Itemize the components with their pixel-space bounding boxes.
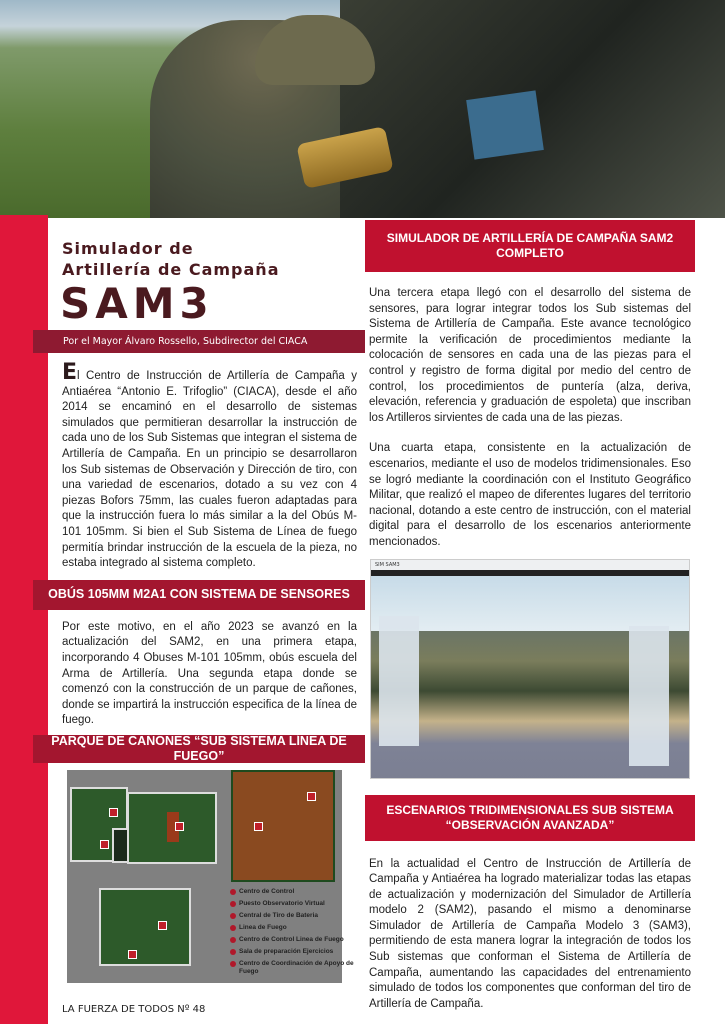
screenshot-left-panel	[379, 616, 419, 746]
screenshot-right-panel	[629, 626, 669, 766]
sam2-paragraph-1: Una tercera etapa llegó con el desarrollo del sistema de sensores, para lograr integrar todos los Sub sistemas del Sistema de Artillería de Campaña. Este avance tecnológico permite la verificación de procedimientos mediante la colocación de sensores en cada una de las piezas para el control y registro de forma digital por medio del centro de control, los procedimientos de puntería (alza, deriva, elevación, referencia y graduación de espoleta) que inscriban los Artilleros sirvientes de cada una de las piezas.	[369, 287, 691, 424]
section-heading-parque: PARQUE DE CAÑONES “SUB SISTEMA LÍNEA DE FUEGO”	[33, 735, 365, 763]
left-column	[33, 238, 365, 983]
screenshot-titlebar: SIM SAM3	[371, 560, 689, 570]
intro-paragraph	[62, 360, 357, 572]
intro-text: l Centro de Instrucción de Artillería de Campaña y Antiaérea “Antonio E. Trifoglio” (CIACA), desde el año 2014 se encaminó en el desarrollo de sistemas simulados que permitieran desarrollar la instrucción de cada uno de los Sub Sistemas que integran el sistema de Artillería de Campaña. En un principio se desarrollaron los Sub sistemas de Observación y Dirección de tiro, con una variedad de escenarios, dotado a su vez con 4 piezas Bofors 75mm, las cuales fueron adaptadas para que la instrucción fuera lo más similar a la del Obús M-101 105mm. Si bien el Sub Sistema de Línea de fuego permitía brindar instrucción de la escuela de la pieza, no estaba integrado al sistema completo.	[62, 370, 357, 570]
legend-item: Centro de Control Linea de Fuego	[230, 936, 355, 944]
section-heading-obus: OBÚS 105MM M2A1 CON SISTEMA DE SENSORES	[33, 580, 365, 610]
page-footer: LA FUERZA DE TODOS Nº 48	[62, 1004, 206, 1015]
obus-paragraph: Por este motivo, en el año 2023 se avanzó en la actualización del SAM2, en una primera etapa, incorporando 4 Obuses M-101 105mm, obús escuela del Arma de Artillería. Una segunda etapa donde se comenzó con la construcción de un parque de cañones, donde se impartirá la instrucción especifica de la línea de fuego.	[62, 620, 357, 727]
floor-plan-legend	[230, 888, 355, 980]
title-line-1: Simulador de	[62, 239, 194, 258]
hero-photo	[0, 0, 725, 218]
drop-cap: E	[62, 360, 78, 385]
sam2-paragraph-2: Una cuarta etapa, consistente en la actualización de escenarios, mediante el uso de modelos tridimensionales. Eso se logró mediante la coordinación con el Instituto Geográfico Militar, que realizó el mapeo de diferentes lugares del territorio nacional, dotando a este centro de instrucción, con el material digital para el desarrollo de los escenarios anteriormente mencionados.	[369, 442, 691, 548]
legend-item: Puesto Observatorio Virtual	[230, 900, 355, 908]
page-title: SAM3	[60, 279, 214, 328]
author-byline: Por el Mayor Álvaro Rossello, Subdirector del CIACA	[33, 330, 365, 353]
section-heading-escenarios: ESCENARIOS TRIDIMENSIONALES SUB SISTEMA “OBSERVACIÓN AVANZADA”	[365, 795, 695, 841]
section-heading-sam2: SIMULADOR DE ARTILLERÍA DE CAMPAÑA SAM2 COMPLETO	[365, 220, 695, 272]
legend-item: Linea de Fuego	[230, 924, 355, 932]
legend-item: Centro de Coordinación de Apoyo de Fuego	[230, 960, 355, 976]
simulator-screenshot	[370, 559, 690, 779]
floor-plan-figure	[67, 770, 357, 983]
sensor-box-figure	[466, 90, 544, 159]
legend-item: Centro de Control	[230, 888, 355, 896]
legend-item: Sala de preparación Ejercicios	[230, 948, 355, 956]
title-line-2: Artillería de Campaña	[62, 260, 280, 279]
right-column	[365, 220, 695, 1012]
escenarios-paragraph: En la actualidad el Centro de Instrucción de Artillería de Campaña y Antiaérea ha logrado materializar todas las etapas de actualización y modernización del Simulador de Artillería modelo 2 (SAM2), pasando el mismo a denominarse Simulador de Artillería de Campaña Modelo 3 (SAM3), permitiendo de esta manera lograr la integración de todos los Sub sistemas que conforman el Sistema de Artillería de Campaña, aumentando las capacidades del entrenamiento simulado de todos los componentes que conforman del tiro de Artillería de Campaña.	[369, 857, 691, 1010]
legend-item: Central de Tiro de Bateria	[230, 912, 355, 920]
